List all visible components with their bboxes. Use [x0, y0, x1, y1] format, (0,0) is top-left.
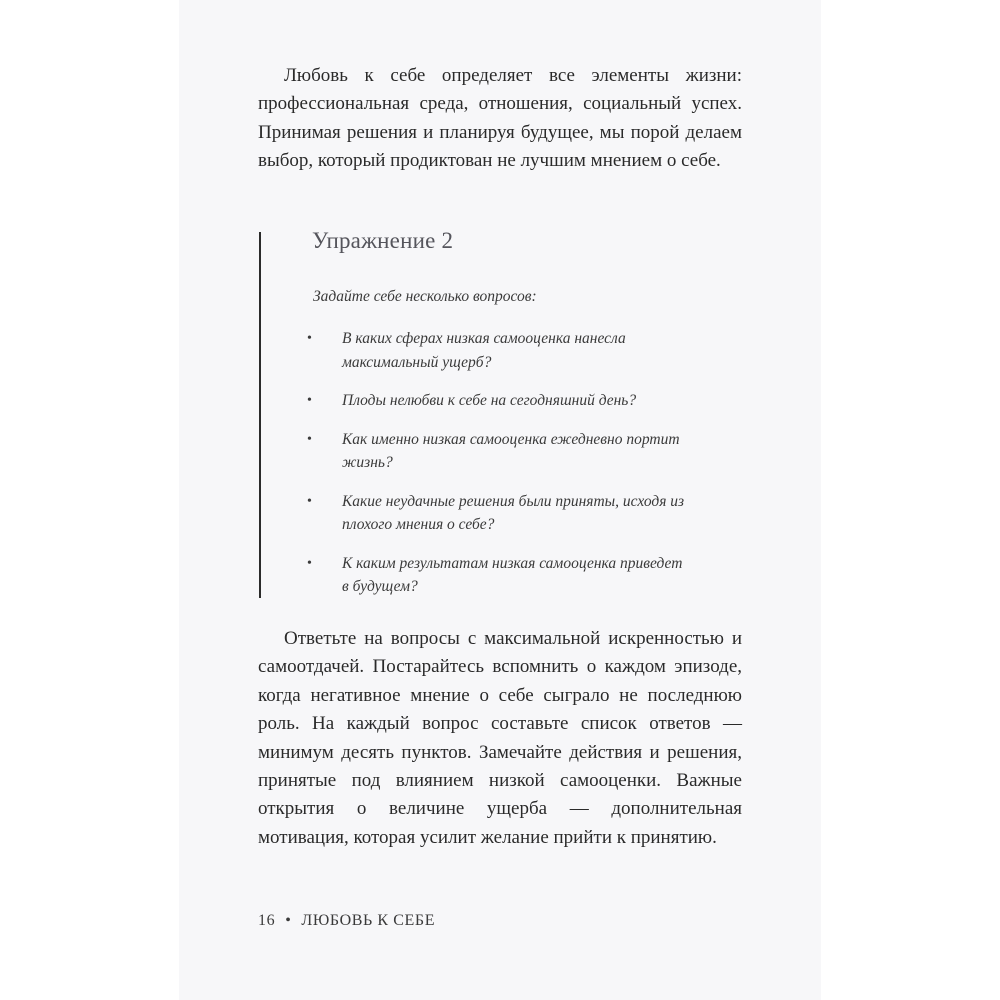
paragraph-2 [258, 625, 742, 852]
list-item [307, 389, 687, 413]
exercise-title: Упражнение 2 [312, 228, 454, 253]
page-number: 16 [258, 912, 276, 929]
question-text: К каким результатам низкая самооценка приведет в будущем? [342, 554, 683, 595]
question-text: Как именно низкая самооценка ежедневно портит жизнь? [342, 430, 680, 471]
paragraph-1-text: Любовь к себе определяет все элементы жизни: профессиональная среда, отношения, социальный успех. Принимая решения и планируя будущее, мы порой делаем выбор, который продиктован не лучшим мнением о себе. [258, 65, 742, 172]
question-text: Плоды нелюбви к себе на сегодняшний день? [342, 392, 637, 409]
exercise-intro: Задайте себе несколько вопросов: [313, 288, 537, 305]
paragraph-1 [258, 62, 742, 176]
bullet-icon: • [307, 331, 312, 346]
book-page [179, 0, 821, 1000]
question-list [307, 327, 687, 614]
list-item [307, 490, 687, 537]
question-text: В каких сферах низкая самооценка нанесла максимальный ущерб? [342, 330, 626, 371]
footer-separator: • [285, 912, 292, 929]
list-item [307, 327, 687, 374]
exercise-sidebar-rule [259, 232, 261, 598]
bullet-icon: • [307, 431, 312, 447]
bullet-icon: • [307, 393, 312, 408]
running-title: ЛЮБОВЬ К СЕБЕ [301, 912, 436, 929]
bullet-icon: • [307, 555, 312, 571]
bullet-icon: • [307, 493, 312, 509]
page-footer [258, 912, 435, 930]
paragraph-2-text: Ответьте на вопросы с максимальной искренностью и самоотдачей. Постарайтесь вспомнить о каждом эпизоде, когда негативное мнение о себе сыграло не последнюю роль. На каждый вопрос составьте список ответов — минимум десять пунктов. Замечайте действия и решения, принятые под влиянием низкой самооценки. Важные открытия о величине ущерба — дополнительная мотивация, которая усилит желание прийти к принятию. [258, 628, 742, 848]
list-item [307, 428, 687, 475]
question-text: Какие неудачные решения были приняты, исходя из плохого мнения о себе? [342, 492, 685, 533]
list-item [307, 552, 687, 599]
